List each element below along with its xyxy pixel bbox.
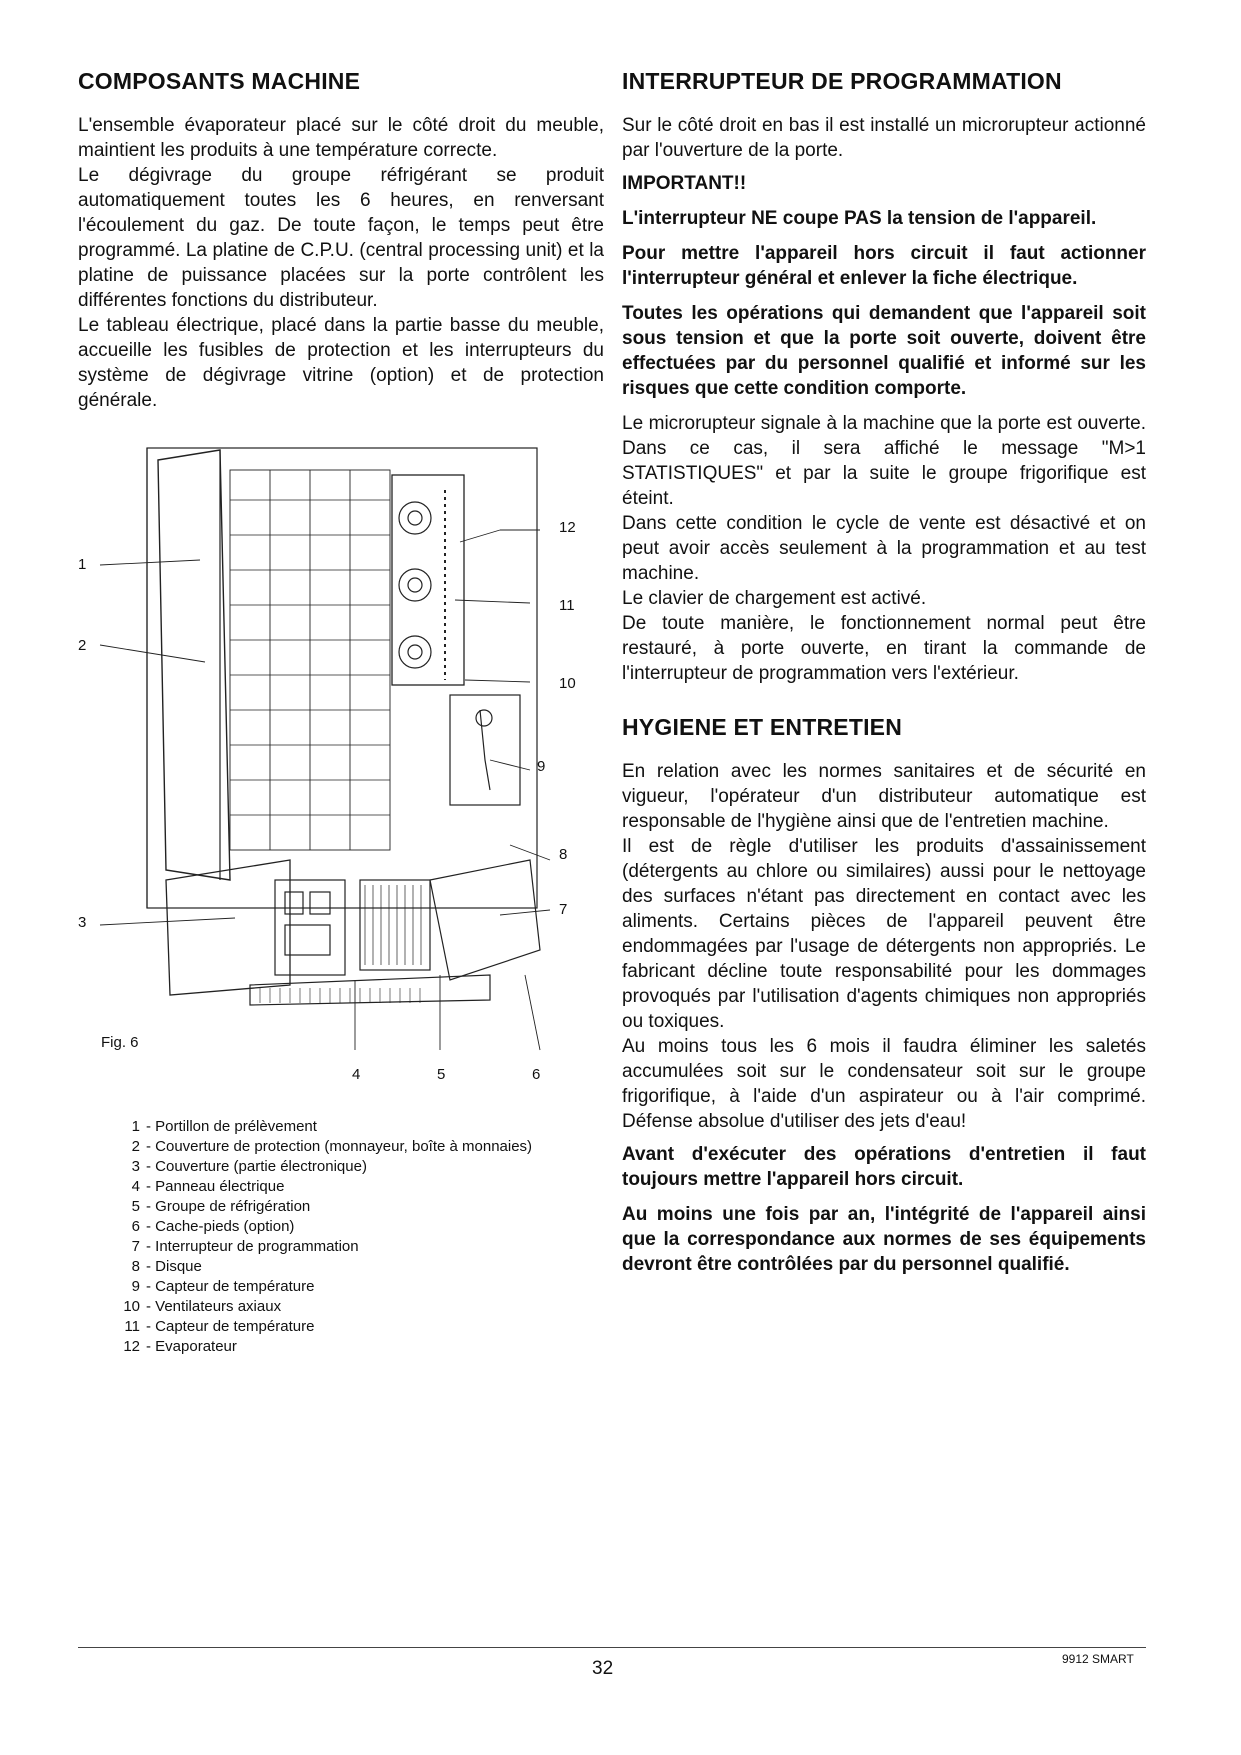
callout-11: 11: [559, 597, 575, 614]
paragraph-microrupteur: Sur le côté droit en bas il est installé un microrupteur actionné par l'ouverture de la porte.: [622, 115, 1146, 161]
figure-legend: [118, 1117, 638, 1357]
legend-number: 4: [131, 1178, 140, 1195]
legend-item: [118, 1137, 638, 1157]
callout-7: 7: [559, 901, 568, 918]
legend-text: - Ventilateurs axiaux: [146, 1298, 282, 1315]
paragraph-degivrage: Le dégivrage du groupe réfrigérant se produit automatiquement toutes les 6 heures, en renversant l'écoulement du gaz. De toute façon, le temps peut être programmé. La platine de C.P.U. (central processing unit) et la platine de puissance placées sur la porte contrôlent les différentes fonctions du distributeur.: [78, 165, 604, 311]
legend-text: - Capteur de température: [146, 1318, 315, 1335]
legend-text: - Groupe de réfrigération: [146, 1198, 311, 1215]
legend-item: [118, 1157, 638, 1177]
legend-text: - Interrupteur de programmation: [146, 1238, 359, 1255]
legend-item: [118, 1197, 638, 1217]
legend-item: [118, 1177, 638, 1197]
section-title-interrupteur: INTERRUPTEUR DE PROGRAMMATION: [622, 68, 1062, 94]
warning-tension: L'interrupteur NE coupe PAS la tension de l'appareil.: [622, 208, 1097, 229]
legend-text: - Cache-pieds (option): [146, 1218, 295, 1235]
paragraph-cycle-vente: Dans cette condition le cycle de vente est désactivé et on peut avoir accès seulement à la programmation et au test machine.: [622, 513, 1146, 584]
paragraph-6-mois: Au moins tous les 6 mois il faudra éliminer les saletés accumulées soit sur le condensateur soit sur le groupe frigorifique, à l'aide d'un aspirateur ou à l'air comprimé. Défense absolue d'utiliser des jets d'eau!: [622, 1036, 1146, 1132]
warning-annuel: Au moins une fois par an, l'intégrité de l'appareil ainsi que la correspondance aux normes de ses équipements devront être contrôlées par du personnel qualifié.: [622, 1204, 1146, 1275]
paragraph-assainissement: Il est de règle d'utiliser les produits d'assainissement (détergents au chlore ou similaires) aussi pour le nettoyage des surfaces n'étant pas directement en contact avec les aliments. Certains pièces de l'appareil peuvent être endommagées par l'usage de détergents non appropriés. Le fabricant décline toute responsabilité pour les dommages provoqués par l'utilisation d'agents chimiques non appropriés ou toxiques.: [622, 836, 1146, 1032]
paragraph-normes: En relation avec les normes sanitaires et de sécurité en vigueur, l'opérateur d'un distributeur automatique est responsable de l'hygiène ainsi que de l'entretien machine.: [622, 761, 1146, 832]
callout-6: 6: [532, 1066, 541, 1083]
legend-item: [118, 1277, 638, 1297]
callout-1: 1: [78, 556, 87, 573]
callout-3: 3: [78, 914, 87, 931]
callout-5: 5: [437, 1066, 446, 1083]
callout-10: 10: [559, 675, 576, 692]
legend-item: [118, 1317, 638, 1337]
legend-text: - Evaporateur: [146, 1338, 237, 1355]
section-title-hygiene: HYGIENE ET ENTRETIEN: [622, 714, 903, 740]
paragraph-tableau: Le tableau électrique, placé dans la partie basse du meuble, accueille les fusibles de protection et les interrupteurs du système de dégivrage vitrine (option) et de protection générale.: [78, 315, 604, 411]
callout-12: 12: [559, 519, 576, 536]
legend-number: 6: [131, 1218, 140, 1235]
legend-item: [118, 1237, 638, 1257]
legend-number: 5: [131, 1198, 140, 1215]
legend-item: [118, 1337, 638, 1357]
legend-item: [118, 1117, 638, 1137]
left-column: [78, 68, 604, 413]
legend-item: [118, 1297, 638, 1317]
callout-8: 8: [559, 846, 568, 863]
paragraph-evaporateur: L'ensemble évaporateur placé sur le côté droit du meuble, maintient les produits à une température correcte.: [78, 115, 604, 161]
legend-number: 9: [131, 1278, 140, 1295]
legend-number: 8: [131, 1258, 140, 1275]
legend-text: - Couverture (partie électronique): [146, 1158, 367, 1175]
legend-item: [118, 1217, 638, 1237]
legend-number: 11: [124, 1318, 140, 1335]
callout-4: 4: [352, 1066, 361, 1083]
figure-caption: Fig. 6: [101, 1034, 139, 1051]
tray-grid: [230, 470, 390, 850]
page-number: 32: [592, 1658, 614, 1679]
legend-number: 1: [131, 1118, 140, 1135]
legend-text: - Capteur de température: [146, 1278, 315, 1295]
legend-number: 2: [131, 1138, 140, 1155]
legend-number: 3: [131, 1158, 140, 1175]
callout-9: 9: [537, 758, 546, 775]
legend-text: - Panneau électrique: [146, 1178, 285, 1195]
callout-2: 2: [78, 637, 87, 654]
legend-text: - Portillon de prélèvement: [146, 1118, 317, 1135]
machine-diagram: [70, 440, 610, 1100]
section-title-composants: COMPOSANTS MACHINE: [78, 68, 361, 94]
warning-entretien: Avant d'exécuter des opérations d'entretien il faut toujours mettre l'appareil hors circuit.: [622, 1144, 1146, 1190]
paragraph-clavier: Le clavier de chargement est activé.: [622, 588, 927, 609]
legend-text: - Couverture de protection (monnayeur, boîte à monnaies): [146, 1138, 533, 1155]
footer-rule: [78, 1647, 1146, 1648]
paragraph-porte-ouverte: Le microrupteur signale à la machine que la porte est ouverte. Dans ce cas, il sera affiché le message "M>1 STATISTIQUES" et par la suite le groupe frigorifique est éteint.: [622, 413, 1146, 509]
legend-number: 10: [123, 1298, 140, 1315]
paragraph-restaure: De toute manière, le fonctionnement normal peut être restauré, à porte ouverte, en tirant la commande de l'interrupteur de programmation vers l'extérieur.: [622, 613, 1146, 684]
document-id: 9912 SMART: [1062, 1652, 1134, 1666]
warning-hors-circuit: Pour mettre l'appareil hors circuit il faut actionner l'interrupteur général et enlever la fiche électrique.: [622, 243, 1146, 289]
legend-number: 12: [123, 1338, 140, 1355]
legend-text: - Disque: [146, 1258, 202, 1275]
legend-number: 7: [131, 1238, 140, 1255]
right-column: [622, 68, 1146, 1277]
important-label: IMPORTANT!!: [622, 173, 747, 194]
legend-item: [118, 1257, 638, 1277]
warning-personnel: Toutes les opérations qui demandent que l'appareil soit sous tension et que la porte soit ouverte, doivent être effectuées par du personnel qualifié et informé sur les risques que cette condition comporte.: [622, 303, 1146, 399]
